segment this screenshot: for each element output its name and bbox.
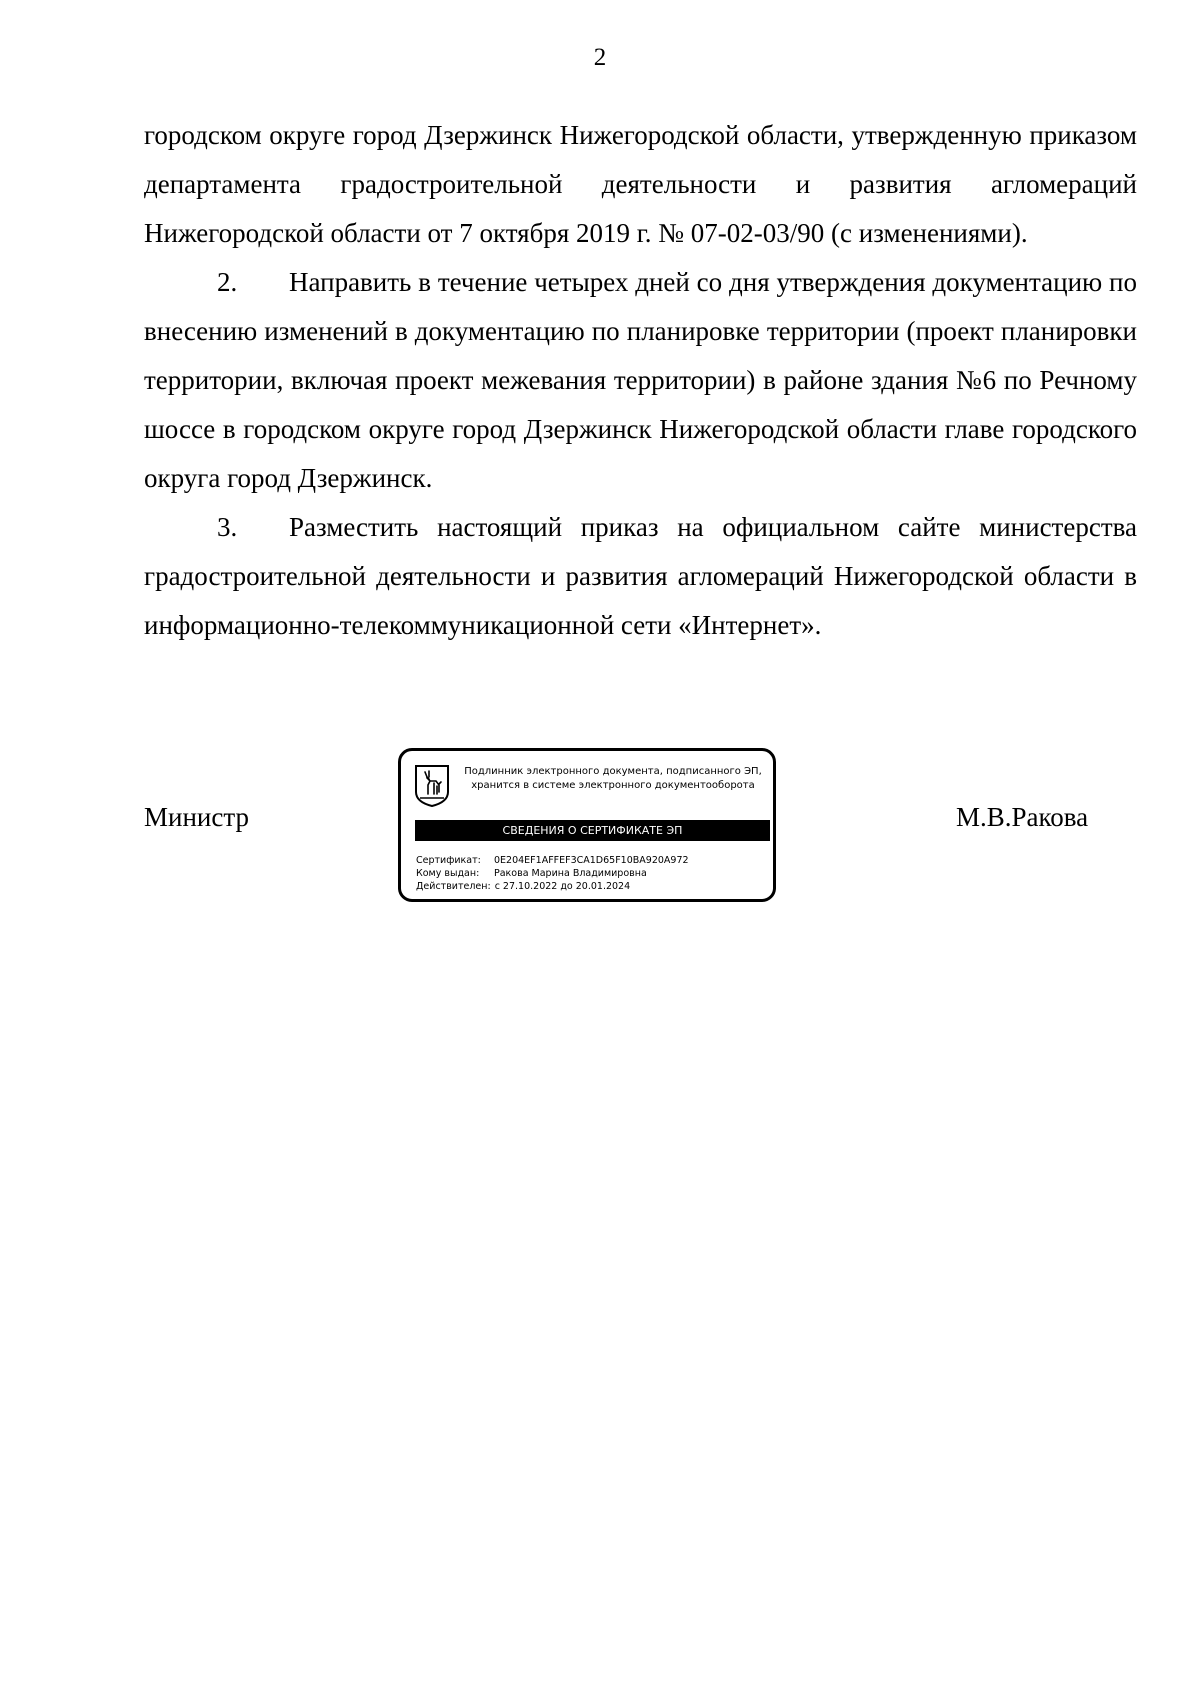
paragraph-text: Разместить настоящий приказ на официальном сайте министерства градостроительной деятельности и развития агломераций Нижегородской области в информационно-телекоммуникационной сети «Интернет». [144, 512, 1137, 640]
certificate-info-bar: СВЕДЕНИЯ О СЕРТИФИКАТЕ ЭП [415, 820, 770, 841]
stamp-header-line: хранится в системе электронного документооборота [471, 780, 755, 791]
certificate-details [416, 854, 689, 893]
item-number: 3. [217, 512, 238, 542]
certificate-row [416, 854, 689, 867]
paragraph-text: Направить в течение четырех дней со дня утверждения документацию по внесению изменений в документацию по планировке территории (проект планировки территории, включая проект межевания территории) в районе здания №6 по Речному шоссе в городском округе город Дзержинск Нижегородской области главе городского округа город Дзержинск. [144, 267, 1137, 493]
paragraph-item-3 [144, 503, 1137, 650]
signer-position: Министр [144, 802, 249, 832]
paragraph-item-2 [144, 258, 1137, 503]
signer-name: М.В.Ракова [956, 802, 1089, 832]
page-number: 2 [593, 44, 607, 71]
stamp-header [455, 765, 771, 793]
validity-label: Действителен: [416, 881, 491, 892]
issued-to-label: Кому выдан: [416, 868, 480, 879]
validity-value: с 27.10.2022 до 20.01.2024 [494, 881, 631, 892]
certificate-label: Сертификат: [416, 855, 481, 866]
issued-to-value: Ракова Марина Владимировна [494, 868, 647, 879]
issued-to-row [416, 867, 689, 880]
deer-emblem-icon [414, 764, 450, 808]
validity-row [416, 880, 689, 893]
item-number: 2. [217, 267, 238, 297]
paragraph-continuation: городском округе город Дзержинск Нижегородской области, утвержденную приказом департамента градостроительной деятельности и развития агломераций Нижегородской области от 7 октября 2019 г. № 07-02-03/90 (с изменениями). [144, 120, 1137, 248]
stamp-header-line: Подлинник электронного документа, подписанного ЭП, [464, 766, 762, 777]
document-body [144, 111, 1137, 650]
certificate-value: 0E204EF1AFFEF3CA1D65F10BA920A972 [494, 855, 689, 866]
electronic-signature-stamp [398, 748, 776, 902]
